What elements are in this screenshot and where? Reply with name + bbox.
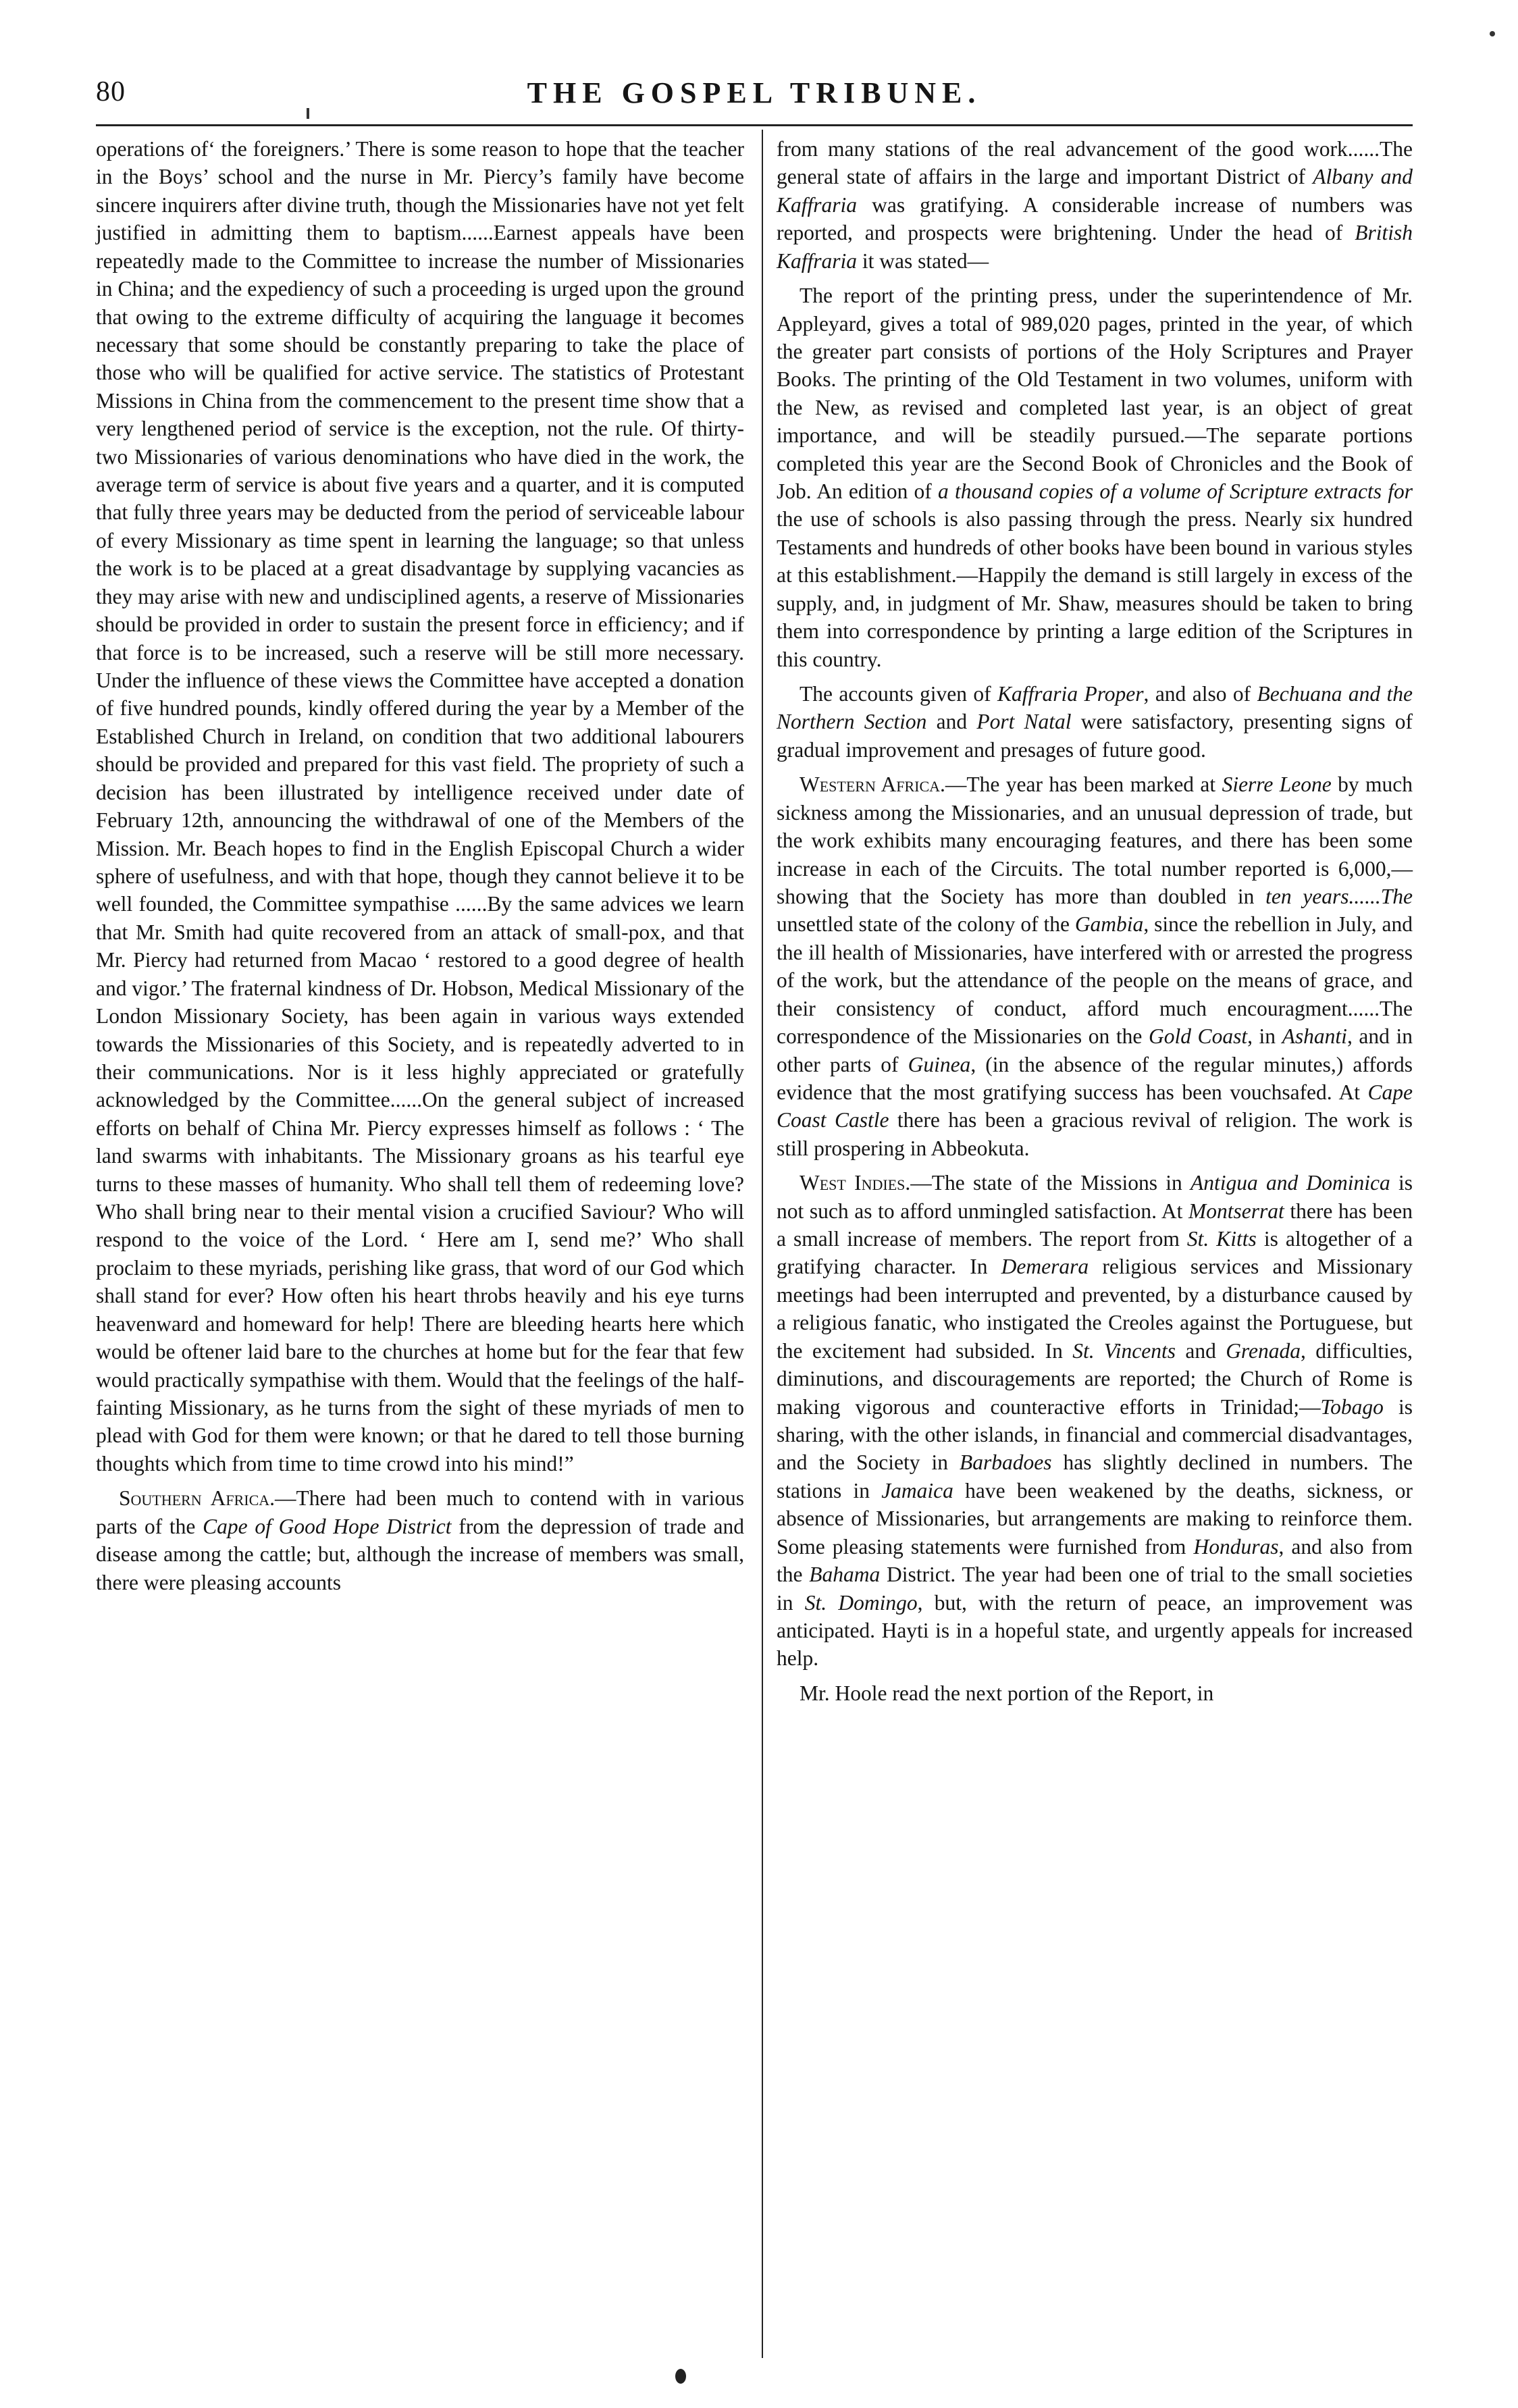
place-name: Bahama (809, 1563, 881, 1587)
place-name: Ashanti (1282, 1024, 1347, 1049)
text-span: , and also of (1143, 682, 1257, 706)
text-span: , since the rebellion in July, and the ill health of Missionaries, have interfered with or arrested the progress of the work, but the attendance of the people on the means of grace, and their consistency of conduct, afford much encouragment......The correspondence of the Missionaries on the (777, 912, 1413, 1049)
edge-mark (1490, 31, 1495, 36)
page-number: 80 (96, 76, 126, 107)
place-name: Grenada (1226, 1338, 1301, 1363)
paragraph-albany-kaffraria (777, 135, 1413, 275)
text-span: is not such as to afford unmingled satisfaction. At (777, 1171, 1413, 1223)
place-name: Tobago (1320, 1394, 1384, 1419)
text-span: the use of schools is also passing through the press. Nearly six hundred Testaments and hundreds of other books have been bound in various styles at this establishment.—Happily the demand is still largely in excess of the supply, and, in judgment of Mr. Shaw, measures should be taken to bring them into correspondence by printing a large edition of the Scriptures in this country. (777, 507, 1413, 671)
paragraph-west-indies (777, 1169, 1413, 1673)
place-name: St. Domingo (804, 1590, 918, 1615)
italic-phrase: a thousand copies of a volume of Scripture extracts for (938, 479, 1413, 504)
place-name: British Kaffraria (777, 221, 1413, 273)
place-name: Honduras (1193, 1534, 1279, 1559)
text-span: , and also from the (777, 1534, 1413, 1587)
place-name: Guinea (908, 1052, 971, 1076)
paragraph-mr-hoole: Mr. Hoole read the next portion of the Report, in (800, 1681, 1214, 1705)
place-name: Cape Coast Castle (777, 1080, 1413, 1132)
header-rule (96, 124, 1413, 126)
place-name: Port Natal (976, 710, 1072, 734)
header-tick-mark (307, 108, 309, 119)
text-span: there has been a gracious revival of religion. The work is still prospering in Abbeokuta. (777, 1108, 1413, 1160)
paragraph-western-africa (777, 770, 1413, 1162)
paragraph-southern-africa (96, 1484, 744, 1596)
place-name: Gambia (1074, 912, 1144, 937)
text-span: from many stations of the real advancement of the good work......The general state of affairs in the large and important District of (777, 137, 1413, 189)
place-name: Jamaica (881, 1478, 953, 1502)
text-span: and (1176, 1338, 1226, 1363)
text-span: has slightly declined in numbers. The stations in (777, 1450, 1413, 1502)
footer-ornament (675, 2369, 686, 2384)
column-rule (762, 130, 763, 2358)
text-span: District. The year had been one of trial to the small societies in (777, 1563, 1413, 1615)
text-span: , difficulties, diminutions, and discouragements are reported; the Church of Rome is making vigorous and counteractive efforts in Trinidad;— (777, 1338, 1413, 1419)
text-span: is sharing, with the other islands, in financial and commercial disadvantages, and the Society in (777, 1394, 1413, 1475)
text-span: The report of the printing press, under the superintendence of Mr. Appleyard, gives a total of 989,020 pages, printed in the year, of which the greater part consists of portions of the Holy Scriptures and Prayer Books. The printing of the Old Testament in two volumes, uniform with the New, as revised and completed last year, is an object of great importance, and will be steadily pursued.—The separate portions completed this year are the Second Book of Chronicles and the Book of Job. An edition of (777, 284, 1413, 504)
text-span: —The year has been marked at (945, 773, 1222, 797)
text-span: —There had been much to contend with in various parts of the (96, 1486, 744, 1538)
text-span: is altogether of a gratifying character. In (777, 1227, 1413, 1279)
place-name: Demerara (1001, 1255, 1089, 1279)
place-name: St. Vincents (1072, 1338, 1176, 1363)
text-span: and (926, 710, 977, 734)
place-name: Sierre Leone (1222, 773, 1332, 797)
page-header (96, 70, 1413, 117)
running-title: THE GOSPEL TRIBUNE. (527, 76, 982, 109)
text-span: from the depression of trade and disease among the cattle; but, although the increase of members was small, there were pleasing accounts (96, 1514, 744, 1594)
text-span: , and in other parts of (777, 1024, 1413, 1076)
text-span: have been weakened by the deaths, sickness, or absence of Missionaries, but arrangements are making to reinforce them. Some pleasing statements were furnished from (777, 1478, 1413, 1559)
text-span: by much sickness among the Missionaries, and an unusual depression of trade, but the work exhibits many encouraging features, and there has been some increase in each of the Circuits. The total number reported is 6,000,—showing that the Society has more than doubled in (777, 773, 1413, 908)
left-column (96, 135, 744, 1603)
place-name: Antigua and Dominica (1190, 1171, 1390, 1195)
place-name: St. Kitts (1186, 1227, 1257, 1251)
text-span: there has been a small increase of members. The report from (777, 1199, 1413, 1251)
paragraph-kaffraria-proper (777, 680, 1413, 764)
text-span: , in (1247, 1024, 1282, 1049)
text-span: were satisfactory, presenting signs of gradual improvement and presages of future good. (777, 710, 1413, 762)
text-span: , but, with the return of peace, an improvement was anticipated. Hayti is in a hopeful state, and urgently appeals for increased help. (777, 1590, 1413, 1671)
section-heading-southern-africa: Southern Africa. (119, 1486, 276, 1511)
place-name: Bechuana and the Northern Section (777, 682, 1413, 734)
place-name: Barbadoes (959, 1450, 1052, 1475)
section-heading-west-indies: West Indies. (800, 1171, 911, 1195)
place-name: Kaffraria Proper (997, 682, 1144, 706)
text-span: unsettled state of the colony of the (777, 912, 1075, 937)
paragraph-china-missions: operations of‘ the foreigners.’ There is some reason to hope that the teacher in the Boys’ school and the nurse in Mr. Piercy’s family have become sincere inquirers after divine truth, though the Missionaries have not yet felt justified in admitting them to baptism......Earnest appeals have been repeatedly made to the Committee to increase the number of Missionaries in China; and the expediency of such a proceeding is urged upon the ground that owing to the extreme difficulty of acquiring the language it becomes necessary that some should be constantly preparing to take the place of those who will be qualified for active service. The statistics of Protestant Missions in China from the commencement to the present time show that a very lengthened period of service is the exception, not the rule. Of thirty-two Missionaries of various denominations who have died in the work, the average term of service is about five years and a quarter, and it is computed that fully three years may be deducted from the period of serviceable labour of every Missionary as time spent in learning the language; so that unless the work is to be placed at a great disadvantage by supplying vacancies as they may arise with new and undisciplined agents, a reserve of Missionaries should be provided in order to sustain the present force in efficiency; and if that force is to be increased, such a reserve will be still more necessary. Under the influence of these views the Committee have accepted a donation of five hundred pounds, kindly offered during the year by a Member of the Established Church in Ireland, on condition that two additional labourers should be provided and prepared for this vast field. The propriety of such a decision has been illustrated by intelligence received under date of February 12th, announcing the withdrawal of one of the Members of the Mission. Mr. Beach hopes to find in the English Episcopal Church a wider sphere of usefulness, and with that hope, though they cannot believe it to be well founded, the Committee sympathise ......By the same advices we learn that Mr. Smith had quite recovered from an attack of small-pox, and that Mr. Piercy had returned from Macao ‘ restored to a good degree of health and vigor.’ The fraternal kindness of Dr. Hobson, Medical Missionary of the London Missionary Society, has been again in various ways extended towards the Missionaries of this Society, and is repeatedly adverted to in their communications. Nor is it less highly appreciated or gratefully acknowledged by the Committee......On the general subject of increased efforts on behalf of China Mr. Piercy expresses himself as follows : ‘ The land swarms with inhabitants. The Missionary groans as his tearful eye turns to these masses of humanity. Who shall tell them of redeeming love? Who shall bring near to their mental vision a crucified Saviour? Who will respond to the voice of the Lord. ‘ Here am I, send me?’ Who shall proclaim to these myriads, perishing like grass, that word of our God which shall stand for ever? How often his heart throbs heavily and his eye turns heavenward and homeward for help! There are bleeding hearts here which would be oftener laid bare to the churches at home but for the fear that few would practically sympathise with them. Would that the feelings of the half-fainting Missionary, as he turns from the sight of these myriads of men to plead with God for them were known; or that he dared to tell those burning thoughts which from time to time crowd into his mind!” (96, 137, 744, 1475)
place-name: Albany and Kaffraria (777, 165, 1413, 217)
text-span: —The state of the Missions in (910, 1171, 1190, 1195)
place-name: Cape of Good Hope District (203, 1514, 452, 1538)
text-span: was gratifying. A considerable increase of numbers was reported, and prospects were brightening. Under the head of (777, 192, 1413, 245)
text-span: it was stated— (857, 248, 989, 273)
text-span: religious services and Missionary meetings had been interrupted and prevented, by a disturbance caused by a religious fanatic, who instigated the Creoles against the Portuguese, but the excitement had subsided. In (777, 1255, 1413, 1363)
place-name: Montserrat (1188, 1199, 1284, 1223)
right-column (777, 135, 1413, 1714)
italic-phrase: ten years......The (1265, 884, 1413, 908)
place-name: Gold Coast (1148, 1024, 1248, 1049)
text-span: , (in the absence of the regular minutes,) affords evidence that the most gratifying success has been vouchsafed. At (777, 1052, 1413, 1104)
text-span: The accounts given of (800, 682, 998, 706)
paragraph-printing-press (777, 282, 1413, 673)
section-heading-western-africa: Western Africa. (800, 773, 945, 797)
